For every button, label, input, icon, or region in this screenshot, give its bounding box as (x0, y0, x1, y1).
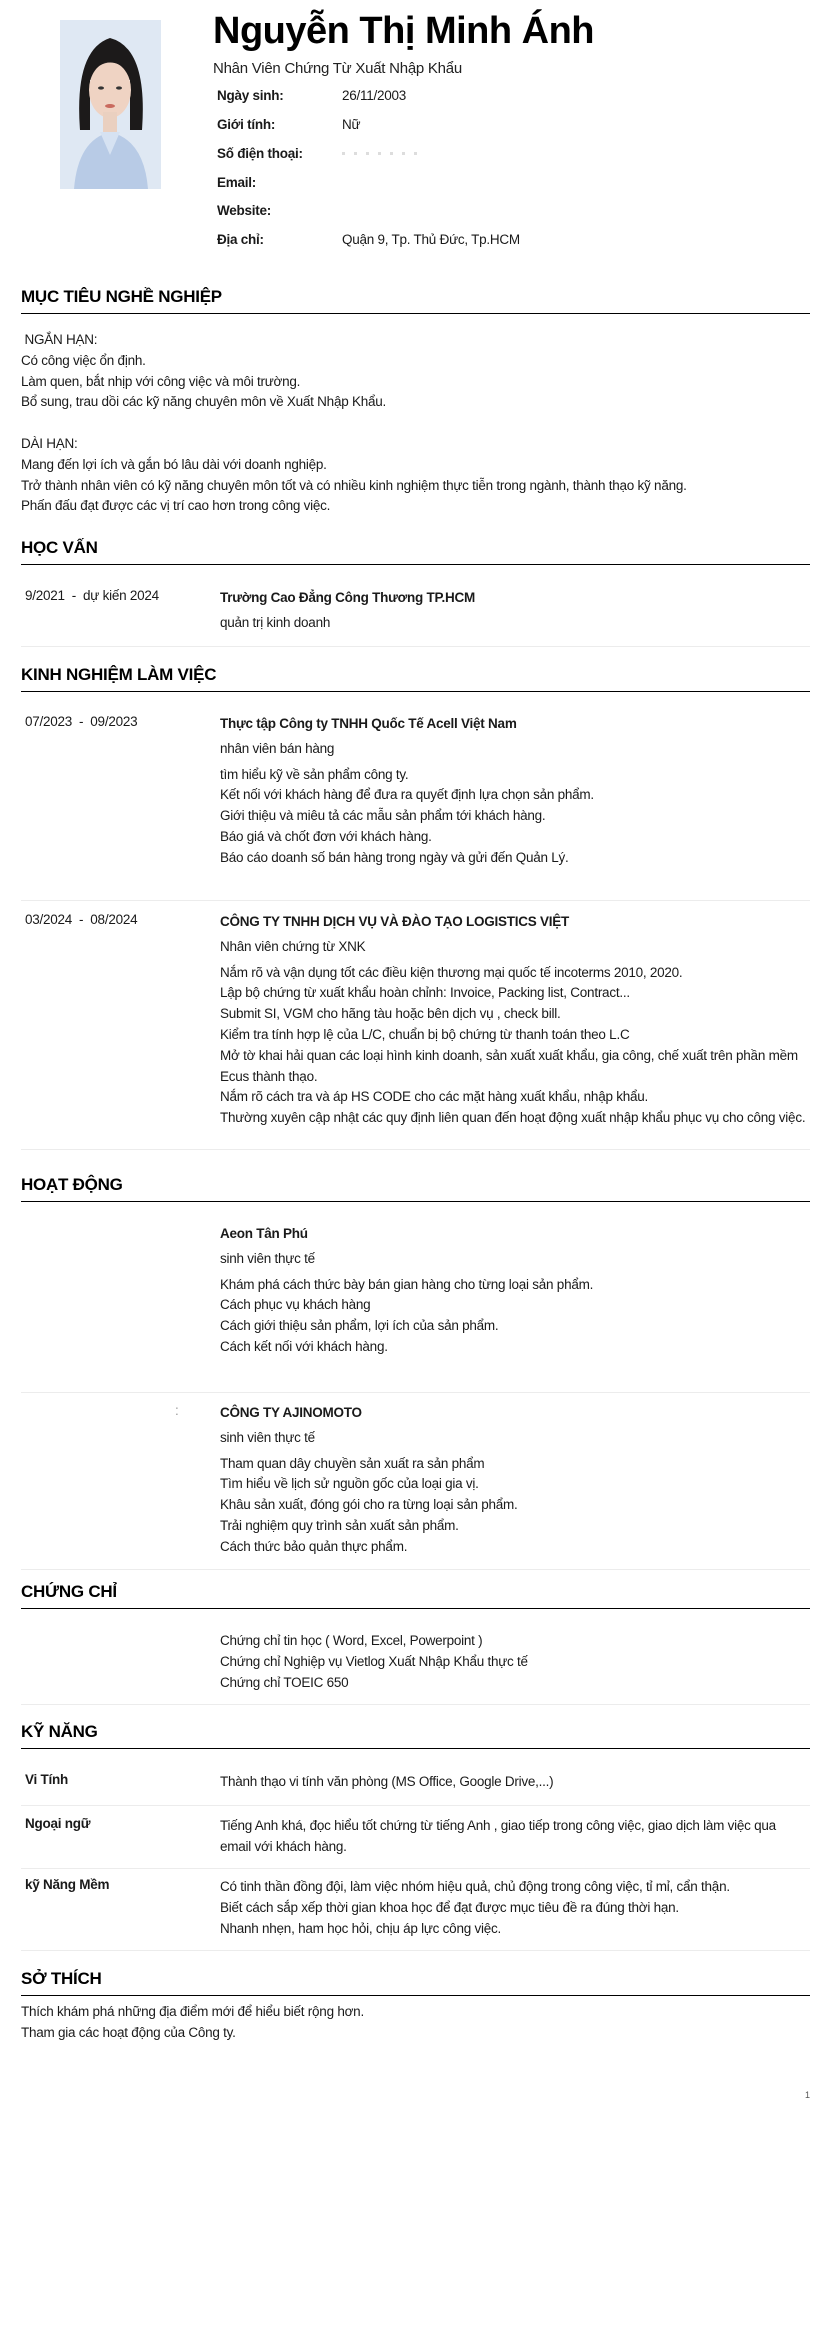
activity-date: : (175, 1403, 179, 1418)
skill-line-list (220, 1816, 810, 1858)
activity-item (220, 1224, 810, 1358)
objective-line: Mang đến lợi ích và gắn bó lâu dài với doanh nghiệp. (21, 456, 327, 472)
info-label: Giới tính: (217, 117, 276, 132)
skill-description (220, 1877, 810, 1939)
divider (21, 1392, 810, 1393)
activity-org: Aeon Tân Phú (220, 1226, 308, 1241)
hobby-line: Tham gia các hoạt động của Công ty. (21, 2024, 236, 2040)
objective-line: Bổ sung, trau dồi các kỹ năng chuyên môn về Xuất Nhập Khẩu. (21, 394, 386, 410)
activity-line-list (220, 1275, 810, 1358)
info-email (217, 175, 617, 195)
experience-line: Giới thiệu và miêu tả các mẫu sản phẩm tới khách hàng. (220, 808, 546, 824)
major: quản trị kinh doanh (220, 614, 331, 630)
skill-line: Có tinh thần đồng đội, làm việc nhóm hiệu quả, chủ động trong công việc, tỉ mỉ, cẩn thận. (220, 1879, 730, 1894)
section-heading-education: HỌC VẤN (21, 538, 810, 565)
info-label: Website: (217, 203, 272, 218)
experience-line: Nắm rõ và vận dụng tốt các điều kiện thương mại quốc tế incoterms 2010, 2020. (220, 964, 683, 980)
skill-line: Thành thạo vi tính văn phòng (MS Office, Google Drive,...) (220, 1774, 554, 1789)
divider (21, 1704, 810, 1705)
certificate-line-list (220, 1631, 810, 1693)
skill-description (220, 1816, 810, 1858)
certificate-line: Chứng chỉ tin học ( Word, Excel, Powerpoint ) (220, 1633, 483, 1648)
activity-line: Cách giới thiệu sản phẩm, lợi ích của sản phẩm. (220, 1318, 499, 1334)
divider (21, 1950, 810, 1951)
short-term-label: NGẮN HẠN: (21, 332, 98, 347)
school-name: Trường Cao Đẳng Công Thương TP.HCM (220, 590, 475, 605)
job-role: Nhân viên chứng từ XNK (220, 938, 366, 954)
divider (21, 646, 810, 647)
objective-line-list (21, 351, 810, 413)
skill-line: Biết cách sắp xếp thời gian khoa học để đạt được mục tiêu đề ra đúng thời hạn. (220, 1899, 679, 1915)
activity-line: Khâu sản xuất, đóng gói cho ra từng loại sản phẩm. (220, 1497, 518, 1513)
objective-line: Có công việc ổn định. (21, 352, 146, 368)
education-item (220, 588, 810, 639)
section-heading-experience: KINH NGHIỆM LÀM VIỆC (21, 665, 810, 692)
experience-line: tìm hiểu kỹ về sản phẩm công ty. (220, 766, 409, 782)
info-value: 26/11/2003 (342, 88, 407, 103)
long-term-label: DÀI HẠN: (21, 435, 78, 451)
skill-label: kỹ Năng Mềm (25, 1877, 110, 1892)
activity-role: sinh viên thực tế (220, 1429, 315, 1445)
skill-line-list (220, 1772, 810, 1793)
hobby-list (21, 2002, 810, 2044)
job-title: Nhân Viên Chứng Từ Xuất Nhập Khẩu (213, 60, 462, 77)
hobby-line-list (21, 2002, 810, 2044)
info-birthdate (217, 88, 617, 108)
skill-line: Nhanh nhẹn, ham học hỏi, chịu áp lực công việc. (220, 1920, 501, 1936)
info-phone (217, 146, 617, 166)
certificate-list (220, 1631, 810, 1693)
job-role: nhân viên bán hàng (220, 740, 335, 756)
profile-photo (60, 20, 161, 189)
activity-line-list (220, 1454, 810, 1558)
skill-description (220, 1772, 810, 1793)
divider (21, 1569, 810, 1570)
info-label: Số điện thoại: (217, 146, 303, 161)
hobby-line: Thích khám phá những địa điểm mới để hiểu biết rộng hơn. (21, 2004, 364, 2019)
activity-item (220, 1403, 810, 1558)
info-value: Quận 9, Tp. Thủ Đức, Tp.HCM (342, 232, 520, 247)
divider (21, 1868, 810, 1869)
section-heading-activities: HOẠT ĐỘNG (21, 1175, 810, 1202)
activity-line: Tìm hiểu về lịch sử nguồn gốc của loại gia vị. (220, 1476, 479, 1492)
experience-date: 07/2023 - 09/2023 (25, 714, 138, 729)
info-label: Email: (217, 175, 257, 190)
info-label: Địa chỉ: (217, 232, 264, 247)
section-heading-certificates: CHỨNG CHỈ (21, 1582, 810, 1609)
activity-org: CÔNG TY AJINOMOTO (220, 1405, 362, 1420)
section-heading-skills: KỸ NĂNG (21, 1722, 810, 1749)
experience-line: Mở tờ khai hải quan các loại hình kinh doanh, sản xuất xuất khẩu, gia công, chế xuất trên phần mềm Ecus thành thạo. (220, 1047, 798, 1084)
objective-line-list (21, 455, 810, 517)
section-heading-hobbies: SỞ THÍCH (21, 1969, 810, 1996)
experience-line: Kiểm tra tính hợp lệ của L/C, chuẩn bị bộ chứng từ thanh toán theo L.C (220, 1026, 630, 1042)
activity-role: sinh viên thực tế (220, 1250, 315, 1266)
activity-line: Cách phục vụ khách hàng (220, 1297, 371, 1313)
objective-line: Làm quen, bắt nhịp với công việc và môi trường. (21, 373, 301, 389)
activity-line: Trải nghiệm quy trình sản xuất sản phẩm. (220, 1517, 459, 1533)
experience-item (220, 912, 810, 1129)
objective-content (21, 330, 810, 517)
experience-line: Kết nối với khách hàng để đưa ra quyết định lựa chọn sản phẩm. (220, 787, 594, 803)
certificate-line: Chứng chỉ TOEIC 650 (220, 1674, 349, 1690)
activity-line: Tham quan dây chuyền sản xuất ra sản phẩm (220, 1455, 485, 1471)
info-website (217, 203, 617, 223)
company-name: CÔNG TY TNHH DỊCH VỤ VÀ ĐÀO TẠO LOGISTICS VIỆT (220, 914, 570, 929)
page-number: 1 (805, 2090, 810, 2100)
experience-line-list (220, 765, 810, 869)
experience-line-list (220, 963, 810, 1129)
divider (21, 1149, 810, 1150)
info-gender (217, 117, 617, 137)
skill-label: Ngoại ngữ (25, 1816, 91, 1831)
activity-line: Khám phá cách thức bày bán gian hàng cho từng loại sản phẩm. (220, 1276, 594, 1292)
info-address (217, 232, 617, 252)
activity-line: Cách thức bảo quản thực phẩm. (220, 1538, 408, 1554)
objective-line: Phấn đấu đạt được các vị trí cao hơn trong công việc. (21, 498, 331, 514)
redacted-phone (342, 152, 417, 155)
divider (21, 1805, 810, 1806)
experience-date: 03/2024 - 08/2024 (25, 912, 138, 927)
certificate-line: Chứng chỉ Nghiệp vụ Vietlog Xuất Nhập Khẩu thực tế (220, 1653, 528, 1669)
skill-line: Tiếng Anh khá, đọc hiểu tốt chứng từ tiếng Anh , giao tiếp trong công việc, giao dịch làm việc qua email với khách hàng. (220, 1818, 776, 1854)
experience-line: Submit SI, VGM cho hãng tàu hoặc bên dịch vụ , check bill. (220, 1006, 561, 1022)
education-date: 9/2021 - dự kiến 2024 (25, 588, 159, 603)
info-label: Ngày sinh: (217, 88, 284, 103)
skill-label: Vi Tính (25, 1772, 69, 1787)
skill-line-list (220, 1877, 810, 1939)
experience-item (220, 714, 810, 869)
section-heading-objective: MỤC TIÊU NGHỀ NGHIỆP (21, 287, 810, 314)
objective-line: Trở thành nhân viên có kỹ năng chuyên môn tốt và có nhiều kinh nghiệm thực tiễn trong ngành, thành thạo kỹ năng. (21, 477, 687, 493)
activity-line: Cách kết nối với khách hàng. (220, 1338, 388, 1354)
divider (21, 900, 810, 901)
experience-line: Lập bộ chứng từ xuất khẩu hoàn chỉnh: Invoice, Packing list, Contract... (220, 985, 630, 1001)
info-value: Nữ (342, 117, 361, 132)
experience-line: Báo giá và chốt đơn với khách hàng. (220, 828, 432, 844)
company-name: Thực tập Công ty TNHH Quốc Tế Acell Việt Nam (220, 716, 517, 731)
experience-line: Thường xuyên cập nhật các quy định liên quan đến hoạt động xuất nhập khẩu phục vụ cho công việc. (220, 1110, 806, 1126)
experience-line: Nắm rõ cách tra và áp HS CODE cho các mặt hàng xuất khẩu, nhập khẩu. (220, 1089, 648, 1105)
experience-line: Báo cáo doanh số bán hàng trong ngày và gửi đến Quản Lý. (220, 849, 569, 865)
candidate-name: Nguyễn Thị Minh Ánh (213, 10, 595, 52)
